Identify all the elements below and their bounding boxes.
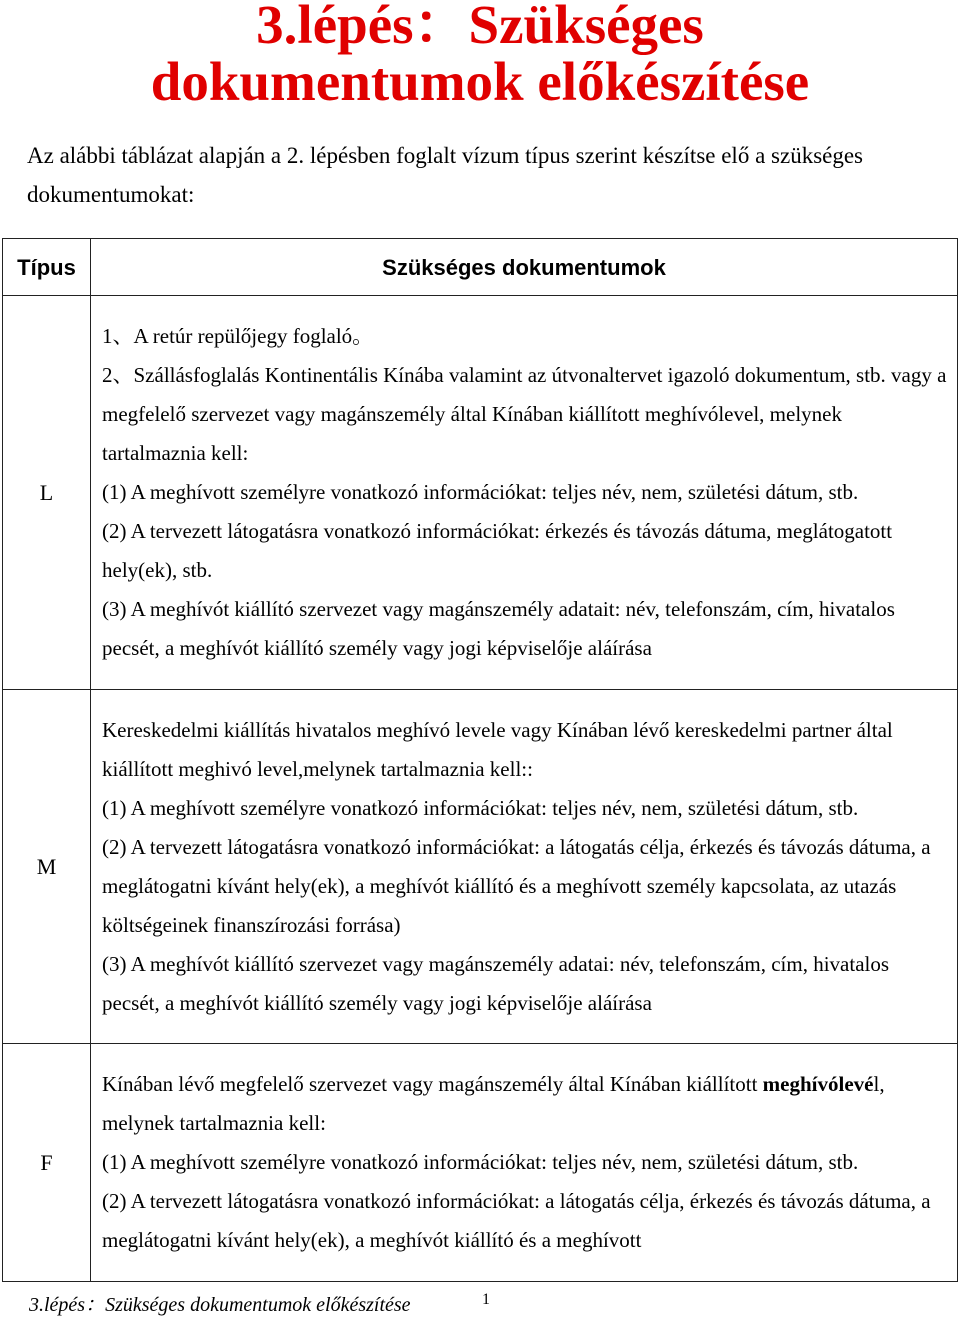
docs-cell-l [91, 296, 958, 690]
list-item: (1) A meghívott személyre vonatkozó információkat: teljes név, nem, születési dátum, stb. [102, 795, 859, 820]
header-type: Típus [3, 239, 91, 296]
docs-cell-f [91, 1044, 958, 1282]
list-item-text: l, melynek tartalmaznia kell: [102, 1072, 885, 1135]
list-item: 2、Szállásfoglalás Kontinentális Kínába valamint az útvonaltervet igazoló dokumentum, stb. vagy a megfelelő szervezet vagy magánszemély által Kínában kiállított meghívólevel, melynek tartalmaznia kell: [102, 363, 947, 465]
list-item: (3) A meghívót kiállító szervezet vagy magánszemély adatai: név, telefonszám, cím, hivatalos pecsét, a meghívót kiállító személy vagy jogi képviselője aláírása [102, 951, 890, 1015]
list-item: (2) A tervezett látogatásra vonatkozó információkat: a látogatás célja, érkezés és távozás dátuma, a meglátogatni kívánt hely(ek), a meghívót kiállító és a meghívott személy kapcsolata, az utazás költségeinek finanszírozási forrása) [102, 834, 931, 937]
title-line-2: dokumentumok előkészítése [150, 51, 810, 112]
list-item: (1) A meghívott személyre vonatkozó információkat: teljes név, nem, születési dátum, stb. [102, 1150, 859, 1174]
list-item-bold-text: meghívólevé [762, 1072, 874, 1096]
page-number: 1 [482, 1291, 490, 1308]
table-row-l [3, 296, 958, 690]
type-cell-m: M [3, 690, 91, 1044]
type-cell-f: F [3, 1044, 91, 1282]
list-item: (1) A meghívott személyre vonatkozó információkat: teljes név, nem, születési dátum, stb. [102, 480, 859, 504]
list-item: Kereskedelmi kiállítás hivatalos meghívó levele vagy Kínában lévő kereskedelmi partner által kiállított meghivó level,melynek tartalmaznia kell:: [102, 717, 893, 781]
intro-paragraph: Az alábbi táblázat alapján a 2. lépésben foglalt vízum típus szerint készítse elő a szükséges dokumentumokat: [27, 143, 864, 207]
list-item: 1、A retúr repülőjegy foglaló。 [102, 324, 374, 348]
list-item: (2) A tervezett látogatásra vonatkozó információkat: érkezés és távozás dátuma, meglátogatott hely(ek), stb. [102, 519, 893, 582]
type-cell-l: L [3, 296, 91, 690]
header-documents: Szükséges dokumentumok [91, 239, 958, 296]
page-title [0, 0, 960, 110]
page-footer: 3.lépés：Szükséges dokumentumok előkészítése [29, 1294, 411, 1316]
list-item: (3) A meghívót kiállító szervezet vagy magánszemély adatait: név, telefonszám, cím, hivatalos pecsét, a meghívót kiállító személy vagy jogi képviselője aláírása [102, 597, 895, 660]
list-item: (2) A tervezett látogatásra vonatkozó információkat: a látogatás célja, érkezés és távozás dátuma, a meglátogatni kívánt hely(ek), a meghívót kiállító és a meghívott [102, 1189, 931, 1252]
documents-table [2, 238, 958, 1282]
docs-cell-m [91, 690, 958, 1044]
table-row-f [3, 1044, 958, 1282]
table-header-row [3, 239, 958, 296]
title-line-1: 3.lépés：Szükséges [256, 0, 704, 55]
list-item [102, 1065, 947, 1143]
table-row-m [3, 690, 958, 1044]
list-item-text: Kínában lévő megfelelő szervezet vagy magánszemély által Kínában kiállított [102, 1072, 758, 1096]
